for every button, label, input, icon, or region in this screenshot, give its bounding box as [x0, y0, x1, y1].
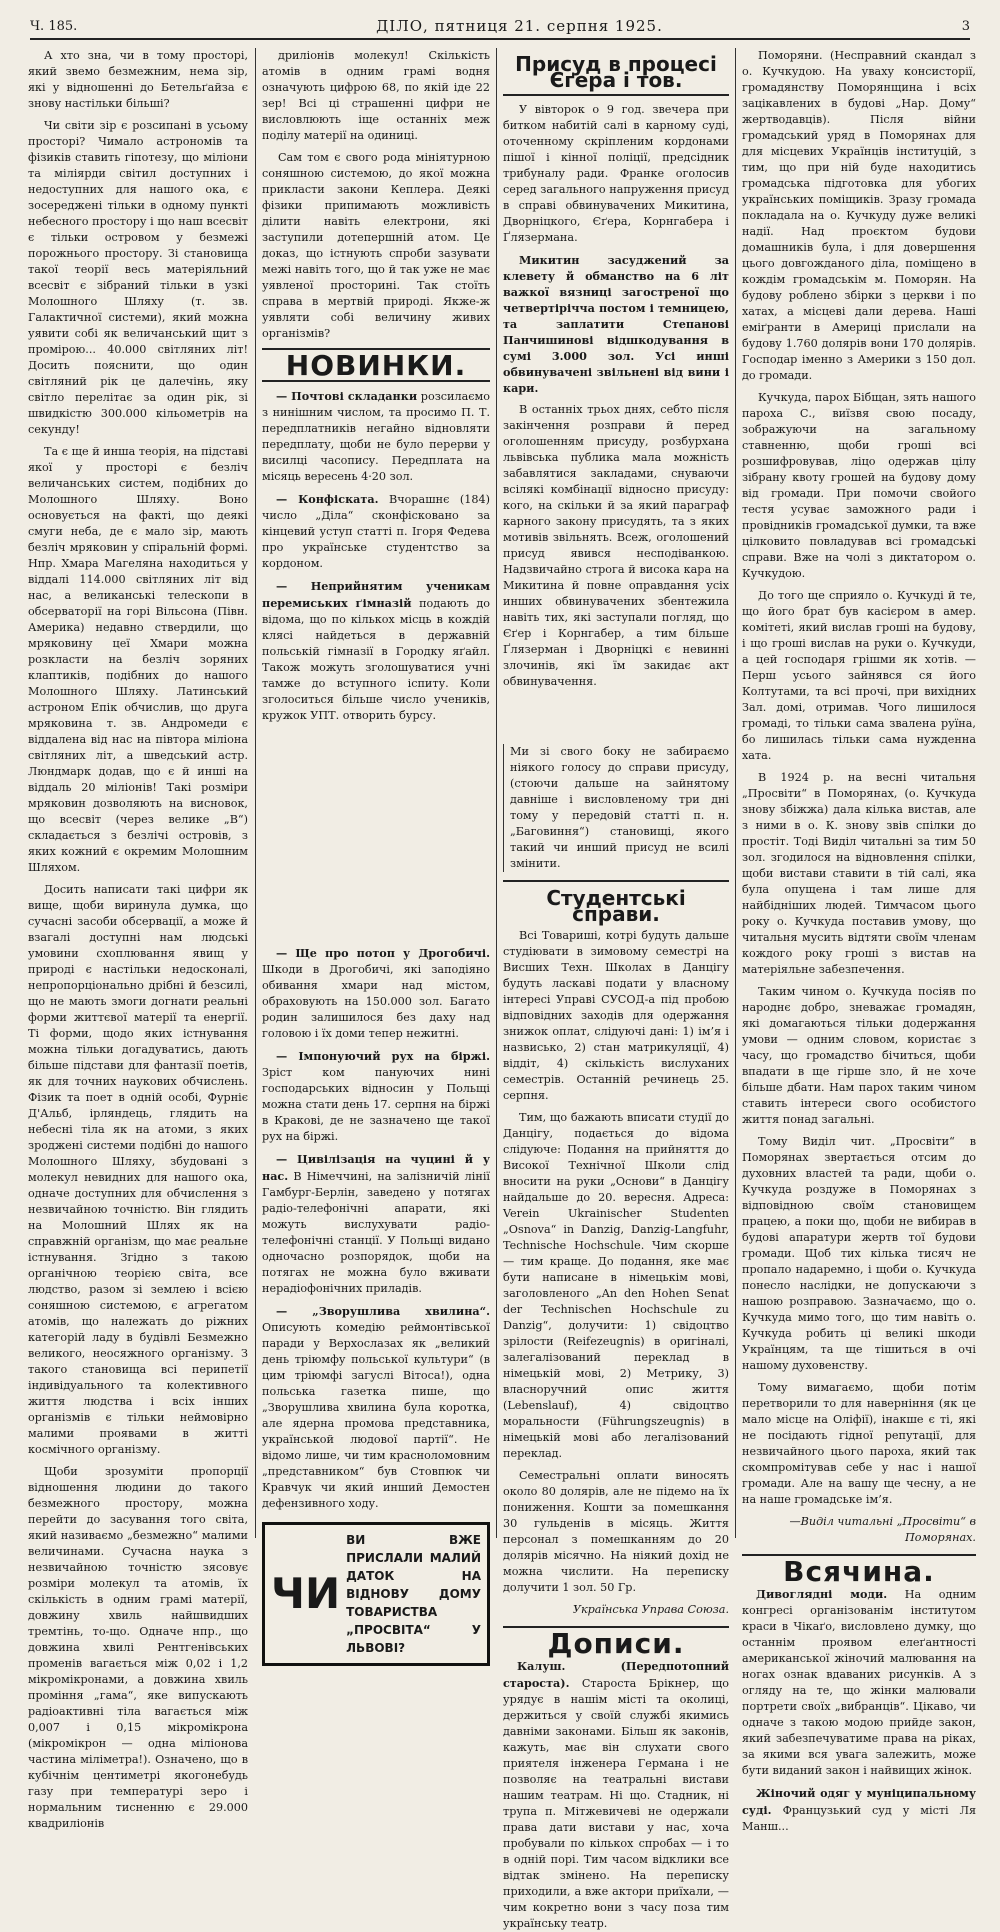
- article-paragraph: Микитин засуджений за клевету й обманство на 6 літ важкої вязниці загостреної що четвертірічча постом і темницею, та заплатити Степанові Панчишинові відшкодування в сумі 3.000 зол. Усі инші обвинувачені звільнені від вини і кари.: [503, 253, 729, 395]
- item-text: Староста Брікнер, що урядує в нашім місті та околиці, держиться у своїй службі якимись давніми законами. Більш як законів, кажуть, має він слухати свого приятеля інженера Германа і не позволяє на театральні вистави нашим театрам. Ні що. Стадник, ні трупа п. Мітжевичеві не одержали права дати вистави у нас, хоча пробували по кількох спробах — і то в одній порі. Тим часом відклики все відтак змінено. На переписку приходили, а вже актори приїхали, — чим кокретно вони з часу поза тим українську театр.: [503, 1677, 729, 1930]
- miscellany-section-title: Всячина.: [783, 1555, 935, 1588]
- article-paragraph: Щоби зрозуміти пропорції відношення людини до такого безмежного простору, можна перейти до засування того світа, який називаємо „безмежно“ малими величинами. Сучасна наука з незвичайною точністю зясовує розміри молекул та атомів, їх скількість в одним грамі матерії, довжину хвиль найшвидших тремтінь, то-що. Одначе нпр., що довжина хвилі Рентгенівських променів вагається між 0,02 і 1,2 мікромікронами, а довжина хвиль проміння „гама“, яке випускають радіоактивні тіла вагається між 0,007 і 0,15 мікромікрона (мікромікрон — одна міліонова частина міліметра!). Означено, що в кубічнім центиметрі якогонебудь газу при температурі зеро і нормальним тисненню є 29.000 квадриліонів: [28, 1465, 248, 1830]
- article-paragraph: Семестральні оплати виносять около 80 долярів, але не підемо на їх пониження. Кошти за помешкання 30 гульденів в місяць. Життя персонал з помешканням до 20 долярів місячно. На ніякий дохід не можна числити. На переписку долучити 1 зол. 50 Гр.: [503, 1469, 729, 1594]
- news-item-lead: — Почтові складанки: [276, 389, 418, 403]
- article-paragraph: Таким чином о. Кучкуда посіяв по народнє добро, зневажає громадян, які домагаються тільки додержання умови — одним словом, користає з часу, що громадство бічиться, щоби впадати в ще гірше зло, й не хоче більше дбати. Нам парох таким чином ставить інтереси свого особистого життя понад загальні.: [742, 985, 976, 1126]
- page-number: 3: [961, 18, 970, 34]
- article-paragraph: До того ще сприяло о. Кучкуді й те, що його брат був касієром в амер. комітеті, який вислав гроші на будову, і що гроші вислав на руки о. Кучкуди, а цей господаря грішми як хотів. — Перш усього зайнявся ся його Колтутами, та всі прочі, при вихідних Зал. домі, отримав. Чого лишилося громаді, то тільки сама звалена руїна, бо лишилась тільки сама нужденна хата.: [742, 589, 976, 762]
- news-item: [262, 945, 490, 1042]
- page-header: [30, 14, 970, 40]
- news-item: [262, 491, 490, 572]
- column-4: [742, 48, 977, 1833]
- news-item-lead: — Неприйнятим ученикам перемиських ґімназій: [262, 579, 490, 610]
- prosvita-appeal-ad: [262, 1522, 490, 1666]
- article-paragraph: Та є ще й инша теорія, на підставі якої у просторі є безліч величанських систем, подібних до Молошного Шляху. Воно основується на факті, що деякі смуги неба, де є мало зір, мають безліч мряковин у спіральній формі. Нпр. Хмара Магеляна находиться у віддалі 114.000 світляних літ від нас, а великанські телескопи в обсерваторії на горі Вільсона (Півн. Америка) недавно ствердили, що мряковину цеї Хмари можна розкласти на безліч зоряних клаптиків, подібних до нашого Молошного Шляху. Латинський астроном Епік обчислив, що друга мряковина т. зв. Андромеди є віддалена від нас на півтора міліона світляних літ, а шведський астр. Люндмарк додав, що є й инші на віддаль 20 міліонів! Такі розміри мряковин дозволяють на висновок, що всесвіт (через велике „В“) складається з безлічі островів, з яких кожний є окремим Молошним Шляхом.: [28, 445, 248, 874]
- article-signature: —Виділ читальні „Просвіти“ в Поморянах.: [789, 1515, 976, 1544]
- news-item: [262, 1303, 490, 1512]
- item-lead: Жіночий одяг у муніципальному суді.: [742, 1786, 976, 1817]
- news-item-lead: — Цивілізація на чуцині й у нас.: [262, 1152, 490, 1183]
- article-paragraph: Всі Товариші, котрі будуть дальше студіювати в зимовому семестрі на Висших Техн. Школах в Данцігу будуть ласкаві подати у власному інтересі Управі СУСОД-а під пробою відповідних заходів для одержання знижок оплат, слідуючі дані: 1) ім’я і назвисько, 2) стан матрикуляції, 4) віддіт, 4) скількість вислуханих семестрів. Останній речинець 25. серпня.: [503, 929, 729, 1102]
- blank-area: [262, 730, 490, 945]
- news-item: [262, 578, 490, 724]
- verdict-article-title: Присуд в процесі Єґера і тов.: [515, 52, 717, 92]
- news-item-text: Описують комедію реймонтівської паради у Верхослазах як „великий день тріюмфу польської культури“ (в цим тріюмфі загуслі Вітоса!), одна польська газетка пише, що „Зворушлива хвилина була коротка, але ядерна промова представника, українськой людової партії“. Не відомо лише, чи тим красноломовним „представником“ був Стовпюк чи Кравчук чи який инший Демостен дефензивного ходу.: [262, 1321, 490, 1510]
- miscellany-item: [742, 1586, 976, 1779]
- article-paragraph: Тим, що бажають вписати студії до Данцігу, подається до відома слідуюче: Подання на прийняття до Високої Технічної Школи слід вносити на руки „Основи“ в Данцігу найдальше до 20. вересня. Адреса: Verein Ukrainischer Studenten „Osnova“ in Danzig, Danzig-Langfuhr, Technische Hochschule. Чим скорше — тим краще. До подання, яке має бути написане в німецькім мові, заголовленого „An den Hohen Senat der Technischen Hochschule zu Danzig“, долучити: 1) свідоцтво зрілости (Reifezeugnis) в оригіналі, залегалізований переклад в німецькій мові, 2) Метрику, 3) власноручний опис життя (Lebenslauf), 4) свідоцтво моральности (Führungszeugnis) в німецькій мові або легалізований переклад.: [503, 1111, 729, 1460]
- ad-text: ВИ ВЖЕ ПРИСЛАЛИ МАЛИЙ ДАТОК НА ВІДНОВУ ДОМУ ТОВАРИСТВА „ПРОСВІТА“ У ЛЬВОВІ?: [346, 1533, 481, 1655]
- issue-number: Ч. 185.: [30, 18, 78, 34]
- column-divider: [735, 48, 736, 1538]
- article-paragraph: Чи світи зір є розсипані в усьому просторі? Чимало астрономів та фізиків ставить гіпотезу, що міліони та міліярди світил доступних і недоступних для нашого ока, є зосереджені тільки в одному пункті небесного простору і що наш всесвіт є тільки островом у безмежі порожнього простору. Зі становища такої теорії весь матеріяльний всесвіт є зібраний тільки в узкі Молошного Шляху (т. зв. Галактичної системи), який можна уявити собі як величанський щит з промірою... 40.000 світляних літ! Досить пояснити, що один світляний рік це далечінь, яку світло перелітає за один рік, зі швидкістю 300.000 кільометрів на секунду!: [28, 119, 248, 436]
- article-paragraph: Тому Виділ чит. „Просвіти“ в Поморянах звертається отсим до духовних властей та ради, щоби о. Кучкуда роздуже в Поморянах з відповідною своїм становищем працею, а поки що, щоби не вибирав в будові апаратури жертв тої будови громади. Щоб тих кілька тисяч не пропало надаремно, і щоби о. Кучкуда понесло наслідки, не допускаючи з нашою розправою. Зазначаємо, що о. Кучкуда мимо того, що тим навіть о. Кучкуда робить ці великі шкоди Українцям, та ще тішиться в очі нашому духовенству.: [742, 1135, 976, 1372]
- column-2: [262, 48, 490, 1655]
- miscellany-item: [742, 1785, 976, 1835]
- column-divider: [496, 48, 497, 1538]
- article-paragraph: Досить написати такі цифри як вище, щоби виринула думка, що сучасні засоби обсервації, а може й взагалі доступні нам людські умовини схоплювання явищ у природі є настільки недосконалі, непропорціонально дрібні й безсилі, що не мають змоги догнати реальні форми життєвої матерії та енергії. Ті форми, щодо яких істнування можна тільки догадуватись, дають більше підстави для фантазії поетів, як для точних наукових обчислень. Фізик та поет в одній особі, Фурніє Д'Альб, ірляндець, глядить на небесні тіла як на атоми, з яких зроджені системи подібні до нашого Молошного Шляху, збудовані з молекул невидних для нашого ока, одначе доступних для обчислення з незвичайною точністю. Він глядить на Молошний Шлях як на справжній організм, що має реальне істнування. Згідно з такою органічною теорією світа, все людство, разом зі землею і всією соняшною системою, є агрегатом атомів, що належать до ріжних категорій ладу в будівлі Безмежно великого, неосяжного організму. З такого становища всі перипетії індивідуального та колективного життя людства і всіх інших організмів є тільки неймовірно малими проявами в житті космічного організму.: [28, 883, 248, 1456]
- news-item-lead: — „Зворушлива хвилина“.: [276, 1304, 490, 1318]
- correspondence-section-title: Дописи.: [547, 1627, 685, 1660]
- article-paragraph: Кучкуда, парох Бібщан, зять нашого пароха С., виїзвя свою посаду, зображуючи на загальному ставненню, щоби гроші всі розшифровував, ліцо одержав цілу зібрану квоту грошей на будову дому від громади. При помочи свойого тестя усуває заможного ради і провідників громадської думки, та вже цілковито повладував всі громадські справи. Вже на чолі з диктатором о. Кучкудою.: [742, 391, 976, 580]
- section-rule: [503, 880, 729, 882]
- item-lead: Дивоглядні моди.: [756, 1587, 888, 1601]
- article-paragraph: Поморяни. (Несправний скандал з о. Кучкудою. На уваху консисторії, громадянству Поморянщина і всіх зацікавлених в будові „Нар. Дому“ жертводавців). Після війни громадський уряд в Поморянах для для місцевих Українців інституцій, з тим, що при ній буде находитись громадська підготовка для убогих українських поміщиків. Зразу громада покладала на о. Кучкуду дуже великі надії. Над проєктом будови домашників була, і для довершення цього довгожданого діла, поміщено в кождім громадськім м. Поморян. На будову роблено збірки з церкви і по хатах, а місцеві дали дерева. Наші еміґранти в Америці прислали на будову 1.760 долярів вони 170 долярів. Господар іменно з Америки з 150 дол. до громади.: [742, 49, 976, 382]
- article-paragraph: дриліонів молекул! Скількість атомів в одним грамі водня означують цифрою 68, по якій іде 22 зер! Всі ці страшенні цифри не висловлюють іще останніх меж поділу матерії на одиниці.: [262, 49, 490, 142]
- column-divider: [255, 48, 256, 1538]
- news-item-text: Зріст ком пануючих нині господарських відносин у Польщі можна стати день 17. серпня на біржі в Кракові, де не зазначено ще такої рух на біржі.: [262, 1066, 490, 1143]
- news-section-title: НОВИНКИ.: [285, 349, 467, 382]
- ad-initial: ЧИ: [271, 1569, 341, 1618]
- article-paragraph: Сам том є свого рода мініятурною соняшною системою, до якої можна прикласти закони Кеплера. Деякі фізики припимають можливість ділити навіть електрони, які заступили дотепершній атом. Це доказ, що істнують спроби зазувати межі навіть того, що й так уже не має уявленої просторині. Так стоїть справа в мертвій природі. Якже-ж уявляти собі величину живих організмів?: [262, 151, 490, 340]
- editorial-note: Ми зі свого боку не забираємо ніякого голосу до справи присуду, (стоючи дальше на зайнятому давніше і висловленому три дні тому у передовій статті п. н. „Баговиння“) становищі, якого такий чи инший присуд не всилі змінити.: [503, 744, 729, 872]
- news-item-lead: — Конфіската.: [276, 492, 379, 506]
- news-item: [262, 388, 490, 485]
- article-paragraph: В 1924 р. на весні читальня „Просвіти“ в Поморянах, (о. Кучкуда знову збіжжа) дала кілька вистав, але з ними в о. К. знову звів спілки до простіт. Тоді Виділ читальні за тим 50 зол. згодилося на відновлення спілки, щоби вистави ставити в тій салі, яка була опущена і там лише для найбідніших людей. Тимчасом цього року о. Кучкуда поставив умову, що читальня мусить відтяти своїм членам кождого року гроші з вистав на матеріяльне забезпечення.: [742, 771, 976, 976]
- news-item-text: Вчорашнє (184) число „Діла“ сконфісковано за кінцевий уступ статті п. Ігоря Федева про українське студентство за кордоном.: [262, 493, 490, 570]
- students-section-title: Студентські справи.: [546, 886, 686, 926]
- news-item-lead: — Ще про потоп у Дрогобичі.: [276, 946, 490, 960]
- news-item: [262, 1151, 490, 1297]
- news-item-text: розсилаємо з нинішним числом, та просимо П. Т. передплатників негайно відновляти передплату, щоби не було перерви у висилці часопису. Передплата на місяць вересень 4·20 зол.: [262, 390, 490, 483]
- section-rule: [503, 94, 729, 96]
- article-paragraph: А хто зна, чи в тому просторі, який звемо безмежним, нема зір, які у відношенні до Бетельґайза є знову настільки більші?: [28, 49, 248, 110]
- news-item-lead: — Імпонуючий рух на біржі.: [276, 1049, 490, 1063]
- blank-area: [503, 696, 729, 736]
- item-text: Французький суд у місті Ля Манш...: [742, 1804, 977, 1833]
- article-paragraph: Тому вимагаємо, щоби потім перетворили то для наверніння (як це мало місце на Оліфії), інакше є ті, які не посідають гідної репутації, для незвичайного цього пароха, який так скомпромітував себе у нас і нашої громади. Але на вашу ще чесну, а не на наше громадське ім’я.: [742, 1381, 976, 1506]
- news-item-text: Шкоди в Дрогобичі, які заподіяно обивання хмари над містом, обраховують на 150.000 зол. Багато родин залишилося без даху над головою і їх доми тепер нежитні.: [262, 963, 490, 1040]
- masthead: ДІЛО, пятниця 21. серпня 1925.: [376, 17, 663, 35]
- news-item-text: В Німеччині, на залізничій лінії Гамбург-Берлін, заведено у потягах радіо-телефонічні апарати, які можуть вислухувати радіо-телефонічні станції. У Польщі видано одночасно розпорядок, щоби на потягах не можна було вживати нерадіофонічних приладів.: [262, 1170, 490, 1295]
- article-paragraph: У вівторок о 9 год. звечера при битком набитій салі в карному суді, оточенному скріпленим кордонами пішої і кінної поліції, предсідник трибуналу ради. Франке оголосив серед загального напруження присуд в справі обвинувачених Микитина, Дворніцкого, Єґера, Корнгабера і Ґлязермана.: [503, 103, 729, 244]
- item-lead: Калуш. (Передпотопний староста).: [503, 1659, 729, 1690]
- correspondence-item: [503, 1658, 729, 1932]
- article-signature: Українська Управа Союза.: [572, 1603, 729, 1616]
- article-paragraph: В останніх трьох днях, себто після закінчення розправи й перед оголошенням присуду, розбурхана львівська публика мала можність забавлятися закладами, снуваючи всілякі комбінації відносно присуду: кого, на скільки й за який параграф карного закону присудять, та з яких мотивів звільнять. Всеж, оголошений присуд явився несподіванкою. Надзвичайно строга й висока кара на Микитина й повне оправдання усіх инших обвинувачених збентежила навіть тих, які заступали погляд, що Єґер і Корнгабер, а тим більше Ґлязерман і Дворніцкі є невинні злочинів, які їм закидає акт обвинувачення.: [503, 403, 729, 688]
- item-text: На одним конгресі організованім інститутом краси в Чікаґо, висловлено думку, що останнім проявом елеґантності американської жіночий малювання на ногах ознак вдаваних рисунків. А з огляду на те, що жінки малювали портрети своїх „вибранців“. Цікаво, чи одначе з такою модою прийде закон, який забезпечуватиме права на ріках, за якими вся увага залежить, може бути виданий закон і найвищих жінок.: [742, 1588, 976, 1777]
- column-1: [28, 48, 248, 1830]
- news-item-text: подають до відома, що по кількох місць в кождій клясі найдеться в державній польській гімназії в Городку яґайл. Також можуть зголошуватися учні тамже до вступного іспиту. Коли зголоситься більше число учеників, кружок УПТ. отворить бурсу.: [262, 597, 490, 722]
- column-3: [503, 48, 729, 1930]
- news-item: [262, 1048, 490, 1145]
